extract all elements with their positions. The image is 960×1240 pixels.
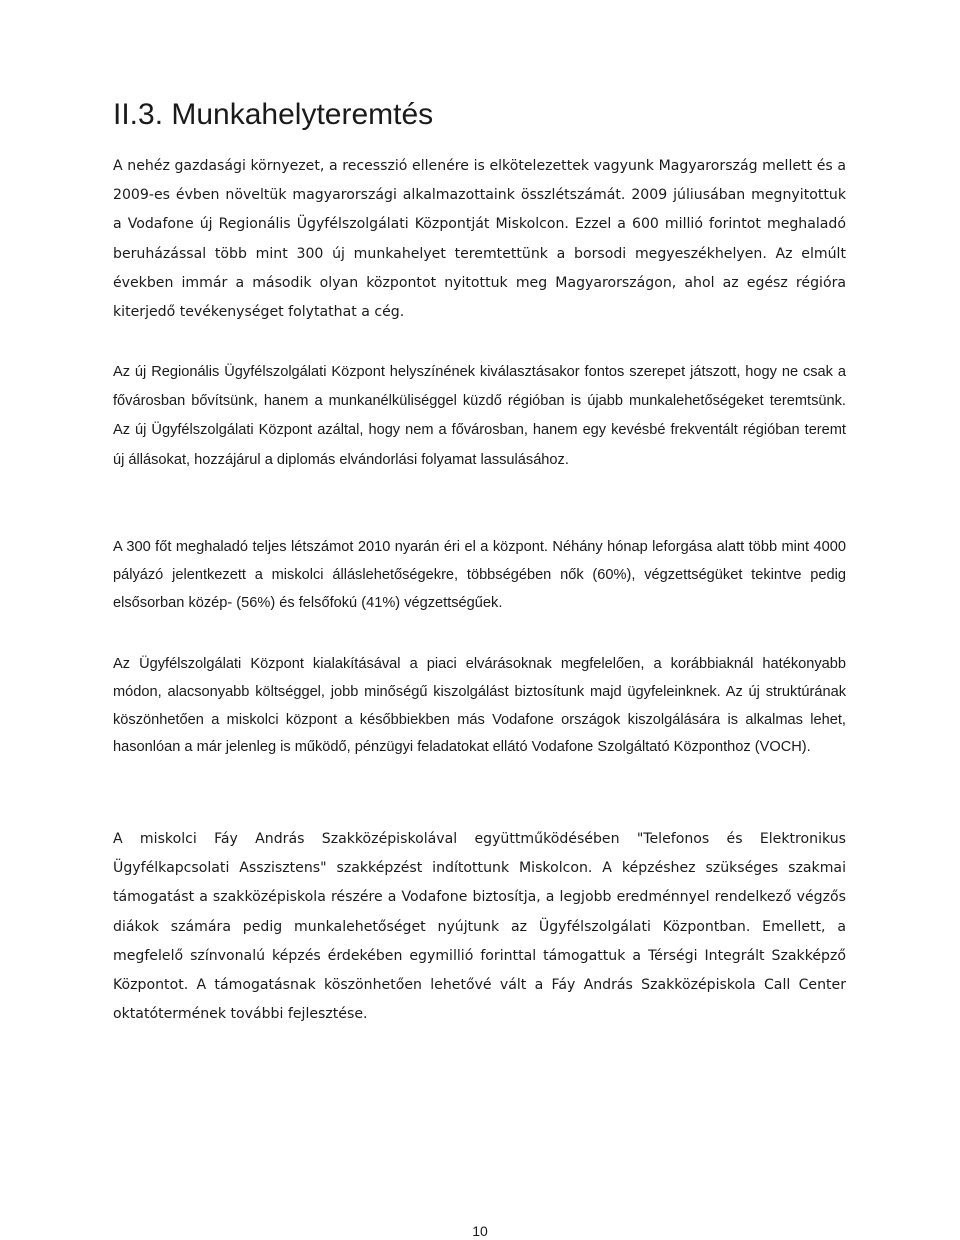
page-number: 10 — [472, 1223, 488, 1239]
paragraph-training: A miskolci Fáy András Szakközépiskolával együttműködésében "Telefonos és Elektronikus Ügyfélkapcsolati Asszisztens" szakképzést indítottunk Miskolcon. A képzéshez szükséges szakmai támogatást a szakközépiskola részére a Vodafone biztosítja, a legjobb eredménnyel rendelkező végzős diákok számára pedig munkalehetőséget nyújtunk az Ügyfélszolgálati Központban. Emellett, a megfelelő színvonalú képzés érdekében egymillió forinttal támogattuk a Térségi Integrált Szakképző Központot. A támogatásnak köszönhetően lehetővé vált a Fáy András Szakközépiskola Call Center oktatótermének további fejlesztése. — [113, 831, 846, 1023]
section-heading: II.3. Munkahelyteremtés — [113, 98, 434, 131]
paragraph-service-center: Az Ügyfélszolgálati Központ kialakításával a piaci elvárásoknak megfelelően, a korábbiaknál hatékonyabb módon, alacsonyabb költséggel, jobb minőségű kiszolgálást biztosítunk majd ügyfeleinknek. Az új struktúrának köszönhetően a miskolci központ a későbbiekben más Vodafone országok kiszolgálására is alkalmas lehet, hasonlóan a már jelenleg is működő, pénzügyi feladatokat ellátó Vodafone Szolgáltató Központhoz (VOCH). — [113, 656, 846, 756]
paragraph-headcount: A 300 főt meghaladó teljes létszámot 2010 nyarán éri el a központ. Néhány hónap leforgása alatt több mint 4000 pályázó jelentkezett a miskolci álláslehetőségekre, többségében nők (60%), végzettségüket tekintve pedig elsősorban közép- (56%) és felsőfokú (41%) végzettségűek. — [113, 539, 846, 611]
paragraph-location-choice: Az új Regionális Ügyfélszolgálati Központ helyszínének kiválasztásakor fontos szerepet játszott, hogy ne csak a fővárosban bővítsünk, hanem a munkanélküliséggel küzdő régióban is újabb munkalehetőségeket teremtsünk. Az új Ügyfélszolgálati Központ azáltal, hogy nem a fővárosban, hanem egy kevésbé frekventált régióban teremt új állásokat, hozzájárul a diplomás elvándorlási folyamat lassulásához. — [113, 364, 846, 468]
paragraph-intro: A nehéz gazdasági környezet, a recesszió ellenére is elkötelezettek vagyunk Magyarország mellett és a 2009-es évben növeltük magyarországi alkalmazottaink összlétszámát. 2009 júliusában megnyitottuk a Vodafone új Regionális Ügyfélszolgálati Központját Miskolcon. Ezzel a 600 millió forintot meghaladó beruházással több mint 300 új munkahelyet teremtettünk a borsodi megyeszékhelyen. Az elmúlt években immár a második olyan központot nyitottuk meg Magyarországon, ahol az egész régióra kiterjedő tevékenységet folytathat a cég. — [113, 158, 846, 321]
